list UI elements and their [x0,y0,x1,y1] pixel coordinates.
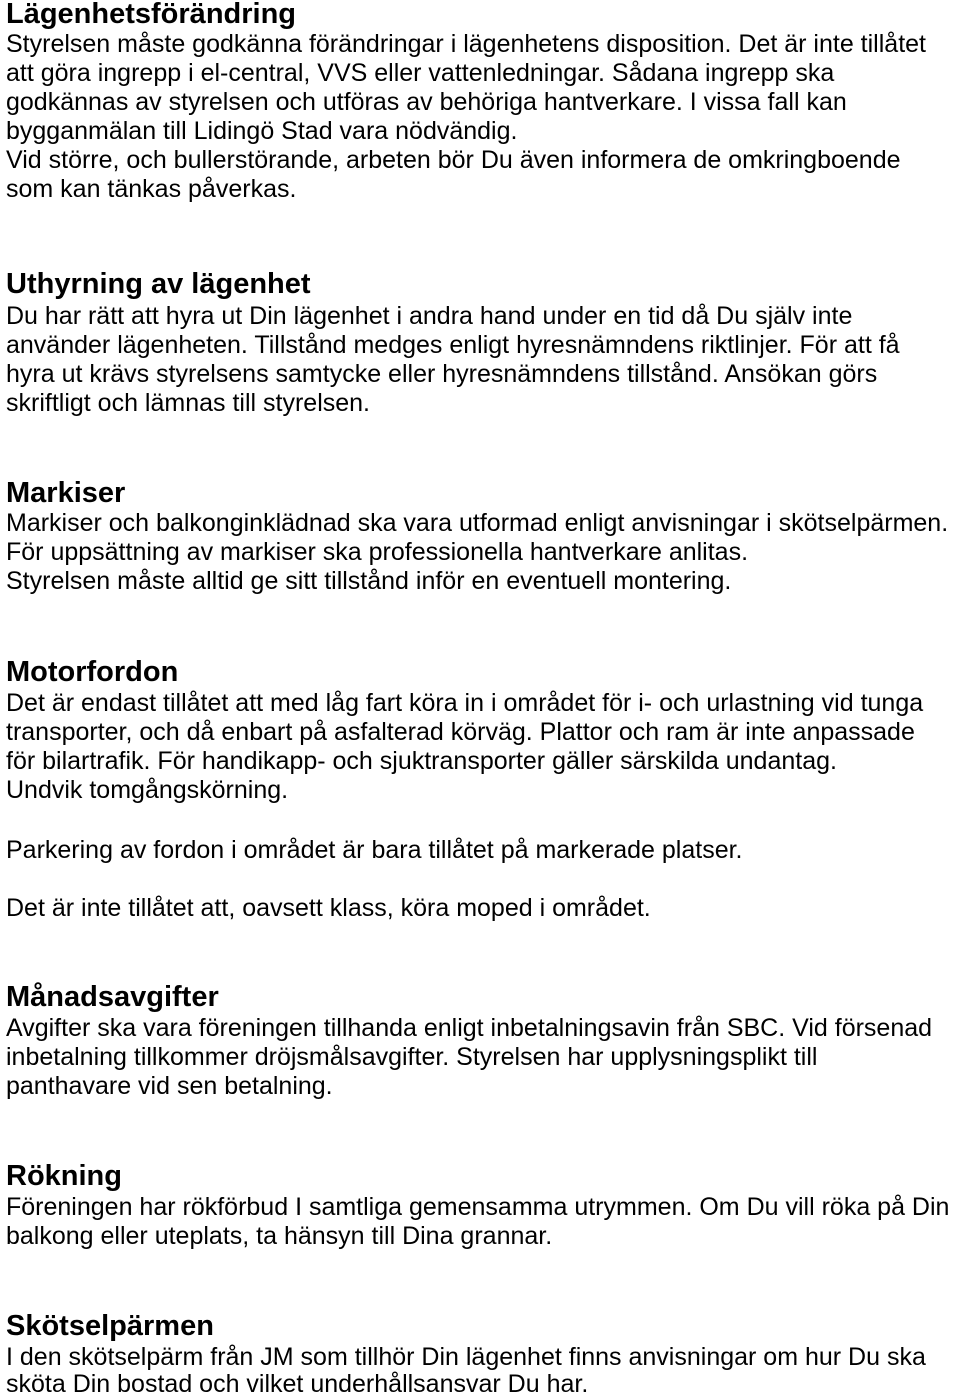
section-markiser [6,479,958,596]
section-uthyrning [6,270,958,418]
paragraph-line: bygganmälan till Lidingö Stad vara nödvändig. [6,117,518,145]
paragraph-line: godkännas av styrelsen och utföras av behöriga hantverkare. I vissa fall kan [6,88,847,116]
heading-uthyrning-av-lagenhet: Uthyrning av lägenhet [6,268,311,300]
section-rokning [6,1162,958,1251]
paragraph-line: balkong eller uteplats, ta hänsyn till Dina grannar. [6,1222,553,1250]
paragraph [6,302,958,418]
paragraph-line: inbetalning tillkommer dröjsmålsavgifter. Styrelsen har upplysningsplikt till [6,1043,818,1071]
paragraph-line: Vid större, och bullerstörande, arbeten bör Du även informera de omkringboende [6,146,901,174]
paragraph [6,509,958,596]
paragraph-line: för bilartrafik. För handikapp- och sjuktransporter gäller särskilda undantag. [6,747,837,775]
paragraph-line: För uppsättning av markiser ska professionella hantverkare anlitas. [6,538,749,566]
paragraph-line: använder lägenheten. Tillstånd medges enligt hyresnämndens riktlinjer. För att få [6,331,900,359]
paragraph-line: I den skötselpärm från JM som tillhör Din lägenhet finns anvisningar om hur Du ska [6,1343,926,1371]
paragraph-line: hyra ut krävs styrelsens samtycke eller hyresnämndens tillstånd. Ansökan görs [6,360,878,388]
paragraph [6,1014,958,1101]
heading-markiser: Markiser [6,477,126,509]
section-lagenhetsforandring [6,0,958,204]
heading-rokning: Rökning [6,1160,122,1192]
paragraph [6,30,958,204]
heading-manadsavgifter: Månadsavgifter [6,981,219,1013]
paragraph-line: transporter, och då enbart på asfalterad körväg. Plattor och ram är inte anpassade [6,718,915,746]
paragraph-line: Avgifter ska vara föreningen tillhanda enligt inbetalningsavin från SBC. Vid försenad [6,1014,933,1042]
paragraph-line: Det är endast tillåtet att med låg fart köra in i området för i- och urlastning vid tunga [6,689,924,717]
paragraph-line: Du har rätt att hyra ut Din lägenhet i andra hand under en tid då Du själv inte [6,302,853,330]
paragraph-line: Markiser och balkonginklädnad ska vara utformad enligt anvisningar i skötselpärmen. [6,509,949,537]
section-skotselparmen [6,1312,958,1397]
section-motorfordon [6,658,958,923]
paragraph-line: Styrelsen måste godkänna förändringar i lägenhetens disposition. Det är inte tillåtet [6,30,926,58]
paragraph-line: att göra ingrepp i el-central, VVS eller vattenledningar. Sådana ingrepp ska [6,59,835,87]
paragraph-line: panthavare vid sen betalning. [6,1072,333,1100]
paragraph-line: Undvik tomgångskörning. [6,776,289,804]
paragraph [6,894,958,923]
paragraph-line: Styrelsen måste alltid ge sitt tillstånd inför en eventuell montering. [6,567,732,595]
paragraph [6,836,958,865]
paragraph-line: sköta Din bostad och vilket underhållsansvar Du har. [6,1369,589,1397]
section-manadsavgifter [6,983,958,1101]
heading-lagenhetsforandring: Lägenhetsförändring [6,0,297,30]
paragraph-line: Föreningen har rökförbud I samtliga gemensamma utrymmen. Om Du vill röka på Din [6,1193,950,1221]
heading-motorfordon: Motorfordon [6,656,179,688]
paragraph [6,1193,958,1251]
paragraph [6,1344,958,1397]
paragraph [6,689,958,805]
paragraph-line: Det är inte tillåtet att, oavsett klass, köra moped i området. [6,894,651,922]
heading-skotselparmen: Skötselpärmen [6,1310,214,1342]
paragraph-line: Parkering av fordon i området är bara tillåtet på markerade platser. [6,836,743,864]
paragraph-line: skriftligt och lämnas till styrelsen. [6,389,371,417]
paragraph-line: som kan tänkas påverkas. [6,175,297,203]
